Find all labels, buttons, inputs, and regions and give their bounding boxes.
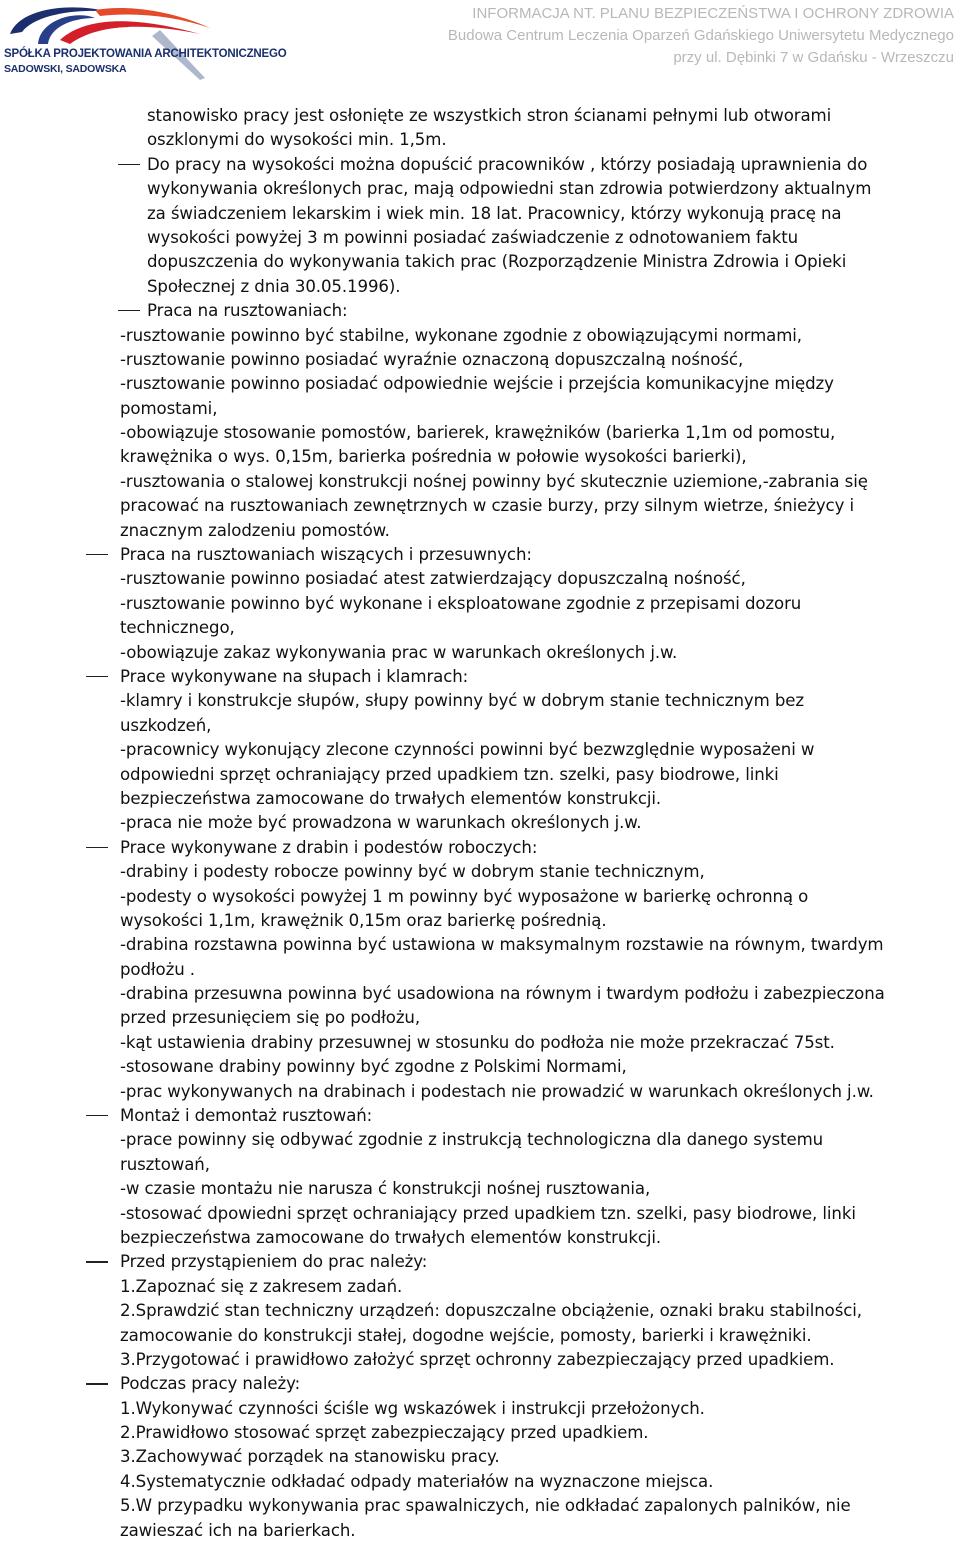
text-line bbox=[0, 275, 960, 299]
header-address: przy ul. Dębinki 7 w Gdańsku - Wrzeszczu bbox=[673, 49, 954, 66]
line-text: 5.W przypadku wykonywania prac spawalniczych, nie odkładać zapalonych palników, nie bbox=[120, 1496, 851, 1516]
list-item-heading bbox=[0, 1372, 960, 1396]
line-text: krawężnika o wys. 0,15m, barierka pośrednia w połowie wysokości barierki), bbox=[120, 447, 747, 467]
list-item-heading bbox=[0, 299, 960, 323]
text-line bbox=[0, 567, 960, 591]
text-line bbox=[0, 177, 960, 201]
header-info bbox=[448, 3, 954, 69]
list-item-heading bbox=[0, 665, 960, 689]
text-line bbox=[0, 1494, 960, 1518]
logo-owner-names: SADOWSKI, SADOWSKA bbox=[4, 63, 127, 75]
text-line bbox=[0, 1177, 960, 1201]
text-line bbox=[0, 1299, 960, 1323]
line-text: -drabina rozstawna powinna być ustawiona w maksymalnym rozstawie na równym, twardym bbox=[120, 935, 884, 955]
line-text: znacznym zalodzeniu pomostów. bbox=[120, 520, 390, 540]
text-line bbox=[0, 738, 960, 762]
text-line bbox=[0, 909, 960, 933]
line-text: -stosować dpowiedni sprzęt ochraniający przed upadkiem tzn. szelki, pasy biodrowe, linki bbox=[120, 1203, 856, 1223]
text-line bbox=[0, 397, 960, 421]
text-line bbox=[0, 1202, 960, 1226]
line-text: -kąt ustawienia drabiny przesuwnej w stosunku do podłoża nie może przekraczać 75st. bbox=[120, 1032, 835, 1052]
line-text: 1.Wykonywać czynności ściśle wg wskazówek i instrukcji przełożonych. bbox=[120, 1398, 705, 1418]
list-item-heading bbox=[0, 1104, 960, 1128]
line-text: Podczas pracy należy: bbox=[120, 1374, 301, 1394]
text-line bbox=[0, 445, 960, 469]
text-line bbox=[0, 714, 960, 738]
text-line bbox=[0, 933, 960, 957]
line-text: zawieszać ich na barierkach. bbox=[120, 1520, 356, 1540]
line-text: Praca na rusztowaniach wiszących i przesuwnych: bbox=[120, 545, 532, 565]
line-text: dopuszczenia do wykonywania takich prac (Rozporządzenie Ministra Zdrowia i Opieki bbox=[147, 252, 847, 272]
line-text: -klamry i konstrukcje słupów, słupy powinny być w dobrym stanie technicznym bez bbox=[120, 691, 805, 711]
line-text: 2.Prawidłowo stosować sprzęt zabezpieczający przed upadkiem. bbox=[120, 1423, 649, 1443]
text-line bbox=[0, 982, 960, 1006]
line-text: -rusztowanie powinno być stabilne, wykonane zgodnie z obowiązującymi normami, bbox=[120, 325, 802, 345]
line-text: podłożu . bbox=[120, 959, 195, 979]
text-line bbox=[0, 128, 960, 152]
text-line bbox=[0, 1445, 960, 1469]
line-text: -obowiązuje stosowanie pomostów, barierek, krawężników (barierka 1,1m od pomostu, bbox=[120, 423, 836, 443]
text-line bbox=[0, 1055, 960, 1079]
line-text: -prac wykonywanych na drabinach i podestach nie prowadzić w warunkach określonych j.w. bbox=[120, 1081, 874, 1101]
line-text: 2.Sprawdzić stan techniczny urządzeń: dopuszczalne obciążenie, oznaki braku stabilności, bbox=[120, 1301, 862, 1321]
text-line bbox=[0, 811, 960, 835]
line-text: -rusztowanie powinno być wykonane i eksploatowane zgodnie z przepisami dozoru bbox=[120, 593, 802, 613]
line-text: Do pracy na wysokości można dopuścić pracowników , którzy posiadają uprawnienia do bbox=[147, 154, 868, 174]
line-text: Praca na rusztowaniach: bbox=[147, 301, 348, 321]
text-line bbox=[0, 1080, 960, 1104]
line-text: oszklonymi do wysokości min. 1,5m. bbox=[147, 130, 447, 150]
text-line bbox=[0, 592, 960, 616]
line-text: uszkodzeń, bbox=[120, 715, 212, 735]
line-text: rusztowań, bbox=[120, 1154, 210, 1174]
text-line bbox=[0, 1031, 960, 1055]
dash-bullet-icon bbox=[86, 554, 108, 555]
text-line bbox=[0, 958, 960, 982]
list-item-heading bbox=[0, 153, 960, 177]
dash-bullet-icon bbox=[86, 847, 108, 848]
line-text: odpowiedni sprzęt ochraniający przed upadkiem tzn. szelki, pasy biodrowe, linki bbox=[120, 764, 779, 784]
line-text: 3.Zachowywać porządek na stanowisku pracy. bbox=[120, 1447, 500, 1467]
text-line bbox=[0, 1226, 960, 1250]
line-text: Montaż i demontaż rusztowań: bbox=[120, 1106, 373, 1126]
text-line bbox=[0, 787, 960, 811]
text-line bbox=[0, 470, 960, 494]
line-text: -stosowane drabiny powinny być zgodne z Polskimi Normami, bbox=[120, 1057, 627, 1077]
line-text: Prace wykonywane z drabin i podestów roboczych: bbox=[120, 837, 538, 857]
text-line bbox=[0, 494, 960, 518]
dash-bullet-icon bbox=[86, 1261, 108, 1262]
line-text: -rusztowania o stalowej konstrukcji nośnej powinny być skutecznie uziemione,-zabrania się bbox=[120, 471, 868, 491]
company-logo bbox=[0, 0, 287, 86]
line-text: pomostami, bbox=[120, 398, 218, 418]
list-item-heading bbox=[0, 543, 960, 567]
text-line bbox=[0, 1470, 960, 1494]
line-text: -rusztowanie powinno posiadać wyraźnie oznaczoną dopuszczalną nośność, bbox=[120, 349, 744, 369]
line-text: -w czasie montażu nie narusza ć konstrukcji nośnej rusztowania, bbox=[120, 1179, 651, 1199]
list-item-heading bbox=[0, 836, 960, 860]
text-line bbox=[0, 1006, 960, 1030]
text-line bbox=[0, 641, 960, 665]
line-text: -praca nie może być prowadzona w warunkach określonych j.w. bbox=[120, 813, 642, 833]
text-line bbox=[0, 1153, 960, 1177]
line-text: -prace powinny się odbywać zgodnie z instrukcją technologiczna dla danego systemu bbox=[120, 1130, 824, 1150]
dash-bullet-icon bbox=[86, 1115, 108, 1116]
text-line bbox=[0, 421, 960, 445]
text-line bbox=[0, 202, 960, 226]
line-text: wykonywania określonych prac, mają odpowiedni stan zdrowia potwierdzony aktualnym bbox=[147, 179, 872, 199]
dash-bullet-icon bbox=[86, 676, 108, 677]
line-text: 1.Zapoznać się z zakresem zadań. bbox=[120, 1276, 403, 1296]
document-body bbox=[0, 104, 960, 1543]
dash-bullet-icon bbox=[118, 310, 140, 311]
line-text: 3.Przygotować i prawidłowo założyć sprzęt ochronny zabezpieczający przed upadkiem. bbox=[120, 1349, 835, 1369]
text-line bbox=[0, 689, 960, 713]
text-line bbox=[0, 104, 960, 128]
line-text: pracować na rusztowaniach zewnętrznych w czasie burzy, przy silnym wietrze, śnieżycy i bbox=[120, 496, 854, 516]
line-text: bezpieczeństwa zamocowane do trwałych elementów konstrukcji. bbox=[120, 1227, 662, 1247]
list-item-heading bbox=[0, 1250, 960, 1274]
text-line bbox=[0, 1348, 960, 1372]
line-text: -rusztowanie powinno posiadać atest zatwierdzający dopuszczalną nośność, bbox=[120, 569, 746, 589]
line-text: technicznego, bbox=[120, 618, 235, 638]
text-line bbox=[0, 1275, 960, 1299]
dash-bullet-icon bbox=[118, 164, 140, 165]
line-text: Prace wykonywane na słupach i klamrach: bbox=[120, 666, 469, 686]
text-line bbox=[0, 348, 960, 372]
dash-bullet-icon bbox=[86, 1383, 108, 1384]
line-text: Przed przystąpieniem do prac należy: bbox=[120, 1252, 428, 1272]
line-text: -drabina przesuwna powinna być usadowiona na równym i twardym podłożu i zabezpieczona bbox=[120, 984, 885, 1004]
text-line bbox=[0, 519, 960, 543]
text-line bbox=[0, 1519, 960, 1543]
line-text: bezpieczeństwa zamocowane do trwałych elementów konstrukcji. bbox=[120, 788, 662, 808]
line-text: -drabiny i podesty robocze powinny być w dobrym stanie technicznym, bbox=[120, 862, 705, 882]
text-line bbox=[0, 324, 960, 348]
text-line bbox=[0, 372, 960, 396]
line-text: stanowisko pracy jest osłonięte ze wszystkich stron ścianami pełnymi lub otworami bbox=[147, 106, 832, 125]
line-text: -pracownicy wykonujący zlecone czynności powinni być bezwzględnie wyposażeni w bbox=[120, 740, 815, 760]
line-text: -obowiązuje zakaz wykonywania prac w warunkach określonych j.w. bbox=[120, 642, 678, 662]
line-text: Społecznej z dnia 30.05.1996). bbox=[147, 276, 401, 296]
text-line bbox=[0, 1324, 960, 1348]
text-line bbox=[0, 885, 960, 909]
header-title: INFORMACJA NT. PLANU BEZPIECZEŃSTWA I OCHRONY ZDROWIA bbox=[472, 5, 954, 22]
line-text: przed przesunięciem się po podłożu, bbox=[120, 1008, 421, 1028]
line-text: -podesty o wysokości powyżej 1 m powinny być wyposażone w barierkę ochronną o bbox=[120, 886, 809, 906]
text-line bbox=[0, 763, 960, 787]
text-line bbox=[0, 860, 960, 884]
line-text: -rusztowanie powinno posiadać odpowiednie wejście i przejścia komunikacyjne między bbox=[120, 374, 834, 394]
line-text: zamocowanie do konstrukcji stałej, dogodne wejście, pomosty, barierki i krawężniki. bbox=[120, 1325, 812, 1345]
line-text: za świadczeniem lekarskim i wiek min. 18 lat. Pracownicy, którzy wykonują pracę na bbox=[147, 203, 842, 223]
logo-company-name: SPÓŁKA PROJEKTOWANIA ARCHITEKTONICZNEGO bbox=[4, 48, 287, 60]
header-project: Budowa Centrum Leczenia Oparzeń Gdańskiego Uniwersytetu Medycznego bbox=[447, 27, 954, 44]
page-header bbox=[0, 0, 960, 90]
text-line bbox=[0, 226, 960, 250]
text-line bbox=[0, 250, 960, 274]
line-text: wysokości powyżej 3 m powinni posiadać zaświadczenie z odnotowaniem faktu bbox=[147, 227, 799, 247]
text-line bbox=[0, 1421, 960, 1445]
text-line bbox=[0, 1128, 960, 1152]
line-text: wysokości 1,1m, krawężnik 0,15m oraz barierkę pośrednią. bbox=[120, 910, 607, 930]
line-text: 4.Systematycznie odkładać odpady materiałów na wyznaczone miejsca. bbox=[120, 1471, 714, 1491]
text-line bbox=[0, 616, 960, 640]
text-line bbox=[0, 1397, 960, 1421]
